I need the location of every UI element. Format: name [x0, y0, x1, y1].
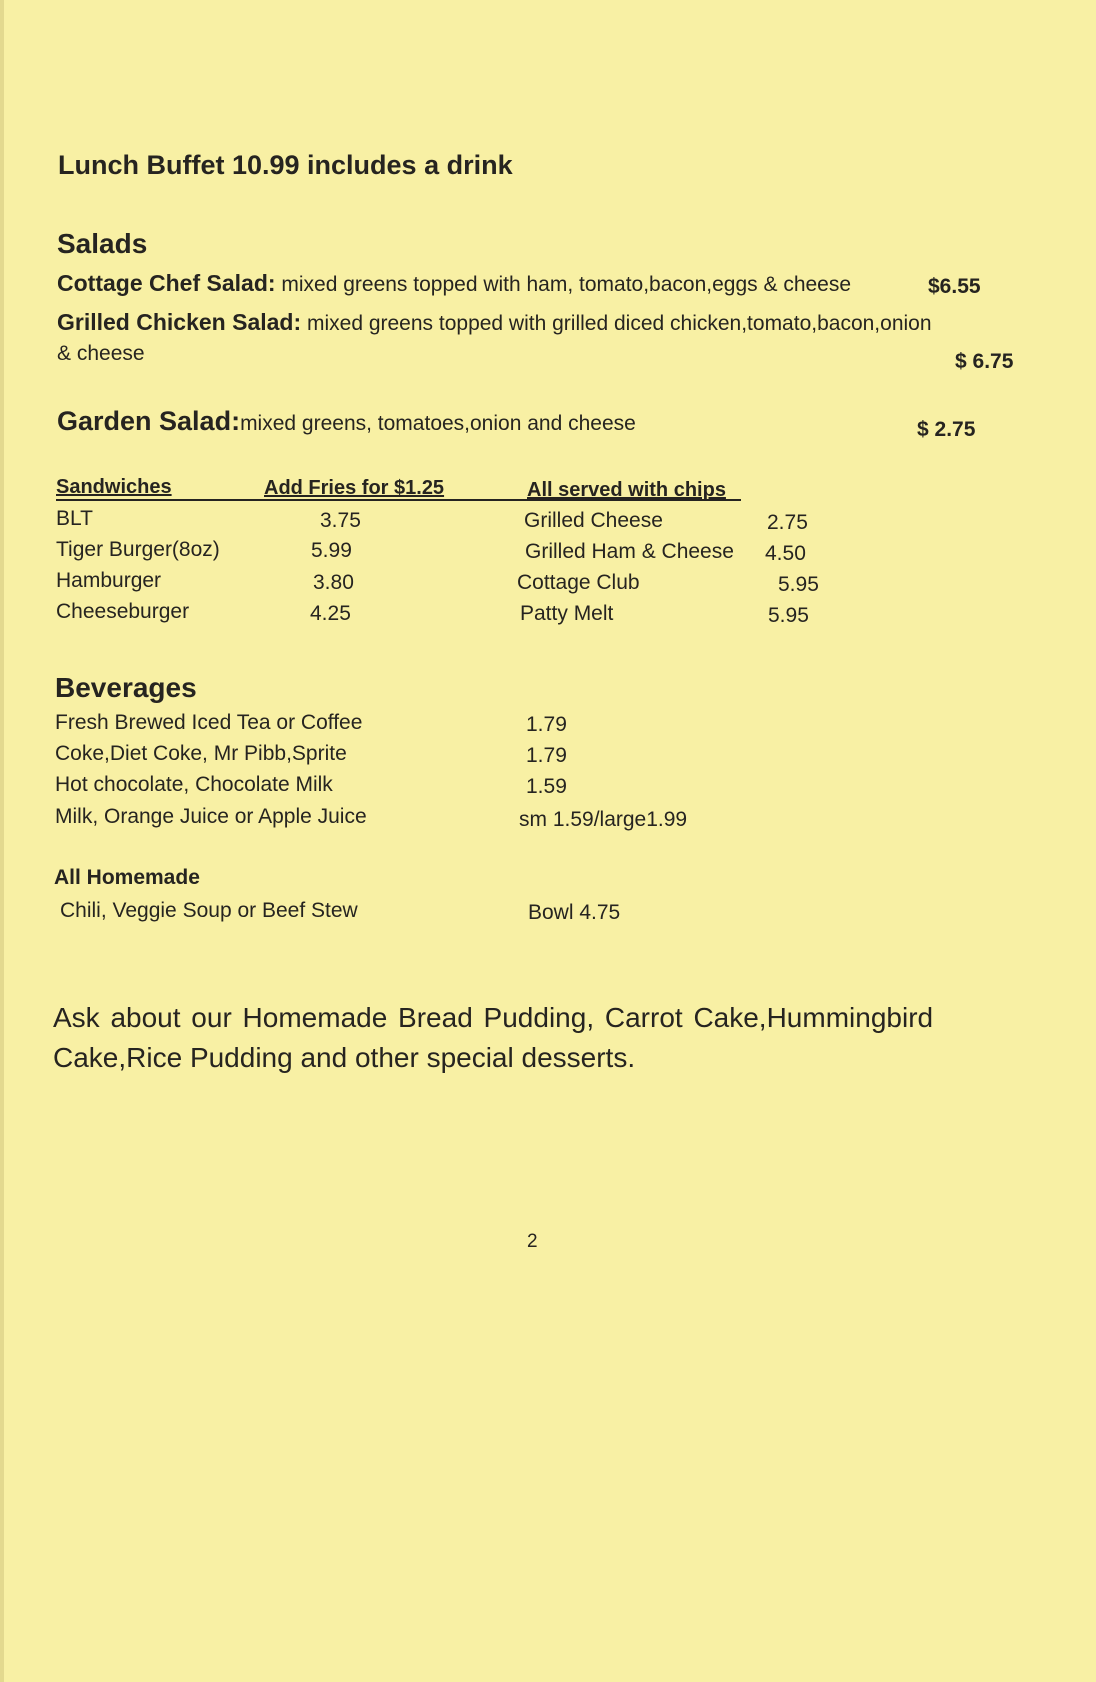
sandwich-left-price: 3.80 — [313, 571, 354, 594]
page-edge — [0, 0, 4, 1682]
chicken-salad-price: $ 6.75 — [955, 350, 1014, 373]
beverage-price: 1.59 — [526, 775, 567, 798]
chef-salad-price: $6.55 — [928, 275, 981, 298]
sandwich-right-name: Grilled Cheese — [524, 509, 663, 532]
garden-salad-desc: mixed greens, tomatoes,onion and cheese — [240, 412, 636, 435]
sandwich-left-price: 3.75 — [320, 509, 361, 532]
homemade-heading: All Homemade — [54, 866, 200, 889]
beverage-price: 1.79 — [526, 744, 567, 767]
garden-salad-price: $ 2.75 — [917, 418, 976, 441]
dessert-note-line-2: Cake,Rice Pudding and other special desserts. — [53, 1042, 636, 1073]
sandwich-right-name: Grilled Ham & Cheese — [525, 540, 734, 563]
chicken-salad-desc-2: & cheese — [57, 342, 145, 365]
sandwich-right-name: Patty Melt — [520, 602, 614, 625]
garden-salad-name: Garden Salad: — [57, 406, 241, 436]
homemade-item: Chili, Veggie Soup or Beef Stew — [60, 899, 358, 922]
dessert-note-line-1: Ask about our Homemade Bread Pudding, Carrot Cake,Hummingbird — [53, 1002, 934, 1033]
chicken-salad-desc: mixed greens topped with grilled diced chicken,tomato,bacon,onion — [301, 312, 932, 335]
sandwich-left-name: BLT — [56, 507, 93, 530]
sandwich-left-name: Cheeseburger — [56, 600, 190, 623]
homemade-price: Bowl 4.75 — [528, 901, 621, 924]
sandwich-right-price: 5.95 — [778, 573, 819, 596]
salads-heading: Salads — [57, 228, 148, 259]
chef-salad-line — [57, 270, 851, 297]
sandwich-right-name: Cottage Club — [517, 571, 640, 594]
beverage-name: Fresh Brewed Iced Tea or Coffee — [55, 711, 363, 734]
chef-salad-desc: mixed greens topped with ham, tomato,bacon,eggs & cheese — [275, 273, 852, 296]
sandwich-left-name: Hamburger — [56, 569, 162, 592]
beverage-price: 1.79 — [526, 713, 567, 736]
buffet-title: Lunch Buffet 10.99 includes a drink — [58, 150, 513, 180]
beverage-name: Milk, Orange Juice or Apple Juice — [55, 805, 367, 828]
chef-salad-name: Cottage Chef Salad: — [57, 270, 276, 296]
beverages-heading: Beverages — [55, 672, 197, 703]
sandwiches-header: Sandwiches — [56, 476, 172, 498]
sandwich-left-price: 4.25 — [310, 602, 351, 625]
sandwich-left-name: Tiger Burger(8oz) — [56, 538, 220, 561]
beverage-name: Hot chocolate, Chocolate Milk — [55, 773, 333, 796]
sandwich-right-price: 4.50 — [765, 542, 806, 565]
page-number: 2 — [527, 1231, 538, 1252]
beverage-name: Coke,Diet Coke, Mr Pibb,Sprite — [55, 742, 347, 765]
garden-salad-line — [57, 406, 636, 437]
sandwich-right-price: 5.95 — [768, 604, 809, 627]
chicken-salad-line — [57, 309, 932, 336]
beverage-price: sm 1.59/large1.99 — [519, 808, 688, 831]
chicken-salad-name: Grilled Chicken Salad: — [57, 309, 302, 335]
served-with-chips-header: All served with chips — [527, 479, 726, 501]
sandwich-left-price: 5.99 — [311, 539, 352, 562]
add-fries-header: Add Fries for $1.25 — [264, 477, 445, 499]
sandwich-right-price: 2.75 — [767, 511, 808, 534]
